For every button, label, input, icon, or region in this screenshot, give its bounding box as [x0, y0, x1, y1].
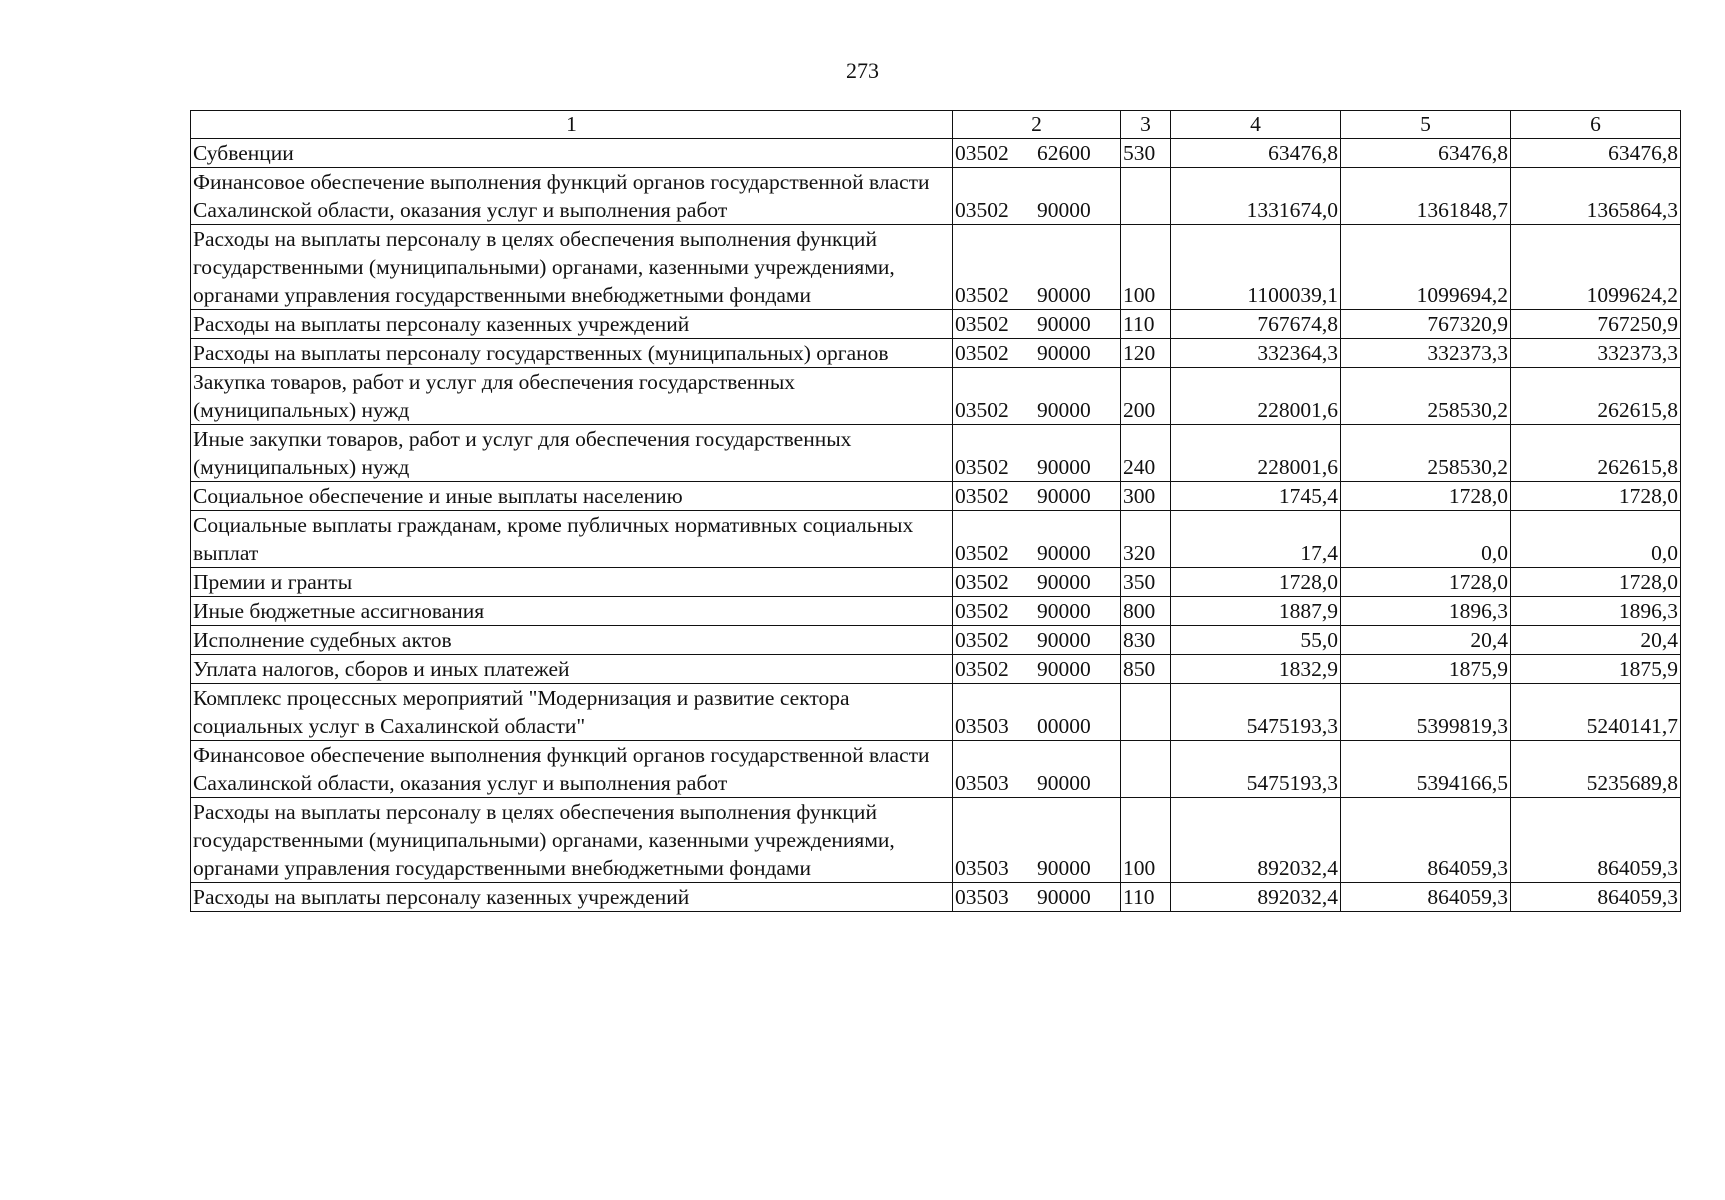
row-name: Закупка товаров, работ и услуг для обеспечения государственных (муниципальных) нужд [191, 368, 953, 425]
row-direction-code: 90000 [1037, 657, 1091, 681]
row-name: Расходы на выплаты персоналу казенных учреждений [191, 883, 953, 912]
row-amount-6: 0,0 [1511, 511, 1681, 568]
row-code [953, 168, 1121, 225]
row-expense-type: 100 [1121, 798, 1171, 883]
row-program-code: 03502 [955, 455, 1009, 479]
row-amount-5: 864059,3 [1341, 798, 1511, 883]
row-name: Финансовое обеспечение выполнения функций органов государственной власти Сахалинской области, оказания услуг и выполнения работ [191, 168, 953, 225]
row-amount-5: 20,4 [1341, 626, 1511, 655]
row-direction-code: 90000 [1037, 455, 1091, 479]
row-expense-type: 800 [1121, 597, 1171, 626]
row-amount-4: 228001,6 [1171, 368, 1341, 425]
row-amount-6: 1896,3 [1511, 597, 1681, 626]
row-direction-code: 90000 [1037, 283, 1091, 307]
row-expense-type: 830 [1121, 626, 1171, 655]
row-direction-code: 90000 [1037, 628, 1091, 652]
table-body [191, 139, 1681, 912]
row-amount-6: 63476,8 [1511, 139, 1681, 168]
row-program-code: 03503 [955, 856, 1009, 880]
header-col-6: 6 [1511, 111, 1681, 139]
row-name: Социальные выплаты гражданам, кроме публичных нормативных социальных выплат [191, 511, 953, 568]
row-program-code: 03502 [955, 657, 1009, 681]
row-amount-6: 1728,0 [1511, 568, 1681, 597]
row-code [953, 339, 1121, 368]
row-expense-type: 530 [1121, 139, 1171, 168]
row-code [953, 597, 1121, 626]
row-amount-5: 332373,3 [1341, 339, 1511, 368]
row-amount-5: 63476,8 [1341, 139, 1511, 168]
row-name: Субвенции [191, 139, 953, 168]
table-row [191, 168, 1681, 225]
row-code [953, 511, 1121, 568]
table-row [191, 597, 1681, 626]
row-code [953, 684, 1121, 741]
table-row [191, 225, 1681, 310]
row-amount-6: 767250,9 [1511, 310, 1681, 339]
row-name: Премии и гранты [191, 568, 953, 597]
row-amount-4: 5475193,3 [1171, 741, 1341, 798]
row-amount-4: 892032,4 [1171, 883, 1341, 912]
header-row [191, 111, 1681, 139]
row-name: Комплекс процессных мероприятий "Модернизация и развитие сектора социальных услуг в Сахалинской области" [191, 684, 953, 741]
row-name: Социальное обеспечение и иные выплаты населению [191, 482, 953, 511]
row-code [953, 741, 1121, 798]
row-program-code: 03502 [955, 141, 1009, 165]
budget-table [190, 110, 1681, 912]
row-direction-code: 90000 [1037, 599, 1091, 623]
row-amount-6: 864059,3 [1511, 883, 1681, 912]
row-amount-4: 17,4 [1171, 511, 1341, 568]
row-amount-6: 1365864,3 [1511, 168, 1681, 225]
row-expense-type: 120 [1121, 339, 1171, 368]
row-amount-5: 5394166,5 [1341, 741, 1511, 798]
row-code [953, 310, 1121, 339]
row-amount-6: 262615,8 [1511, 425, 1681, 482]
row-code [953, 626, 1121, 655]
row-code [953, 368, 1121, 425]
row-direction-code: 90000 [1037, 570, 1091, 594]
row-code [953, 883, 1121, 912]
row-amount-6: 1099624,2 [1511, 225, 1681, 310]
row-amount-6: 864059,3 [1511, 798, 1681, 883]
row-name: Иные бюджетные ассигнования [191, 597, 953, 626]
row-program-code: 03503 [955, 885, 1009, 909]
row-direction-code: 90000 [1037, 484, 1091, 508]
row-program-code: 03502 [955, 541, 1009, 565]
row-amount-4: 332364,3 [1171, 339, 1341, 368]
row-direction-code: 62600 [1037, 141, 1091, 165]
row-amount-6: 332373,3 [1511, 339, 1681, 368]
row-code [953, 655, 1121, 684]
row-expense-type [1121, 741, 1171, 798]
row-amount-4: 1728,0 [1171, 568, 1341, 597]
row-direction-code: 90000 [1037, 341, 1091, 365]
row-amount-5: 1728,0 [1341, 482, 1511, 511]
row-expense-type: 240 [1121, 425, 1171, 482]
row-direction-code: 90000 [1037, 771, 1091, 795]
row-amount-5: 1361848,7 [1341, 168, 1511, 225]
table-row [191, 883, 1681, 912]
row-code [953, 568, 1121, 597]
row-program-code: 03502 [955, 484, 1009, 508]
row-program-code: 03503 [955, 771, 1009, 795]
table-row [191, 741, 1681, 798]
row-expense-type: 320 [1121, 511, 1171, 568]
header-col-3: 3 [1121, 111, 1171, 139]
row-code [953, 225, 1121, 310]
row-direction-code: 00000 [1037, 714, 1091, 738]
table-row [191, 511, 1681, 568]
row-name: Расходы на выплаты персоналу в целях обеспечения выполнения функций государственными (муниципальными) органами, казенными учреждениями, органами управления государственными внебюджетными фондами [191, 225, 953, 310]
row-expense-type: 850 [1121, 655, 1171, 684]
row-amount-6: 5240141,7 [1511, 684, 1681, 741]
row-expense-type: 200 [1121, 368, 1171, 425]
row-code [953, 798, 1121, 883]
table-row [191, 139, 1681, 168]
row-amount-6: 1875,9 [1511, 655, 1681, 684]
table-row [191, 798, 1681, 883]
row-amount-5: 1896,3 [1341, 597, 1511, 626]
row-expense-type [1121, 684, 1171, 741]
row-code [953, 425, 1121, 482]
table-row [191, 425, 1681, 482]
row-amount-5: 1099694,2 [1341, 225, 1511, 310]
row-name: Уплата налогов, сборов и иных платежей [191, 655, 953, 684]
row-amount-5: 767320,9 [1341, 310, 1511, 339]
row-amount-5: 258530,2 [1341, 425, 1511, 482]
header-col-2: 2 [953, 111, 1121, 139]
table-row [191, 568, 1681, 597]
row-name: Исполнение судебных актов [191, 626, 953, 655]
row-amount-6: 20,4 [1511, 626, 1681, 655]
row-amount-5: 0,0 [1341, 511, 1511, 568]
row-program-code: 03502 [955, 283, 1009, 307]
row-amount-5: 258530,2 [1341, 368, 1511, 425]
row-name: Расходы на выплаты персоналу казенных учреждений [191, 310, 953, 339]
row-program-code: 03502 [955, 312, 1009, 336]
row-expense-type: 350 [1121, 568, 1171, 597]
row-direction-code: 90000 [1037, 541, 1091, 565]
row-amount-6: 1728,0 [1511, 482, 1681, 511]
row-amount-4: 228001,6 [1171, 425, 1341, 482]
row-program-code: 03502 [955, 398, 1009, 422]
row-program-code: 03502 [955, 599, 1009, 623]
row-name: Иные закупки товаров, работ и услуг для обеспечения государственных (муниципальных) нужд [191, 425, 953, 482]
table-row [191, 655, 1681, 684]
row-expense-type: 110 [1121, 883, 1171, 912]
row-program-code: 03502 [955, 198, 1009, 222]
header-col-4: 4 [1171, 111, 1341, 139]
page-number: 273 [846, 58, 879, 83]
row-amount-4: 1745,4 [1171, 482, 1341, 511]
table-row [191, 684, 1681, 741]
row-amount-4: 63476,8 [1171, 139, 1341, 168]
row-program-code: 03503 [955, 714, 1009, 738]
row-code [953, 139, 1121, 168]
table-row [191, 339, 1681, 368]
row-name: Расходы на выплаты персоналу государственных (муниципальных) органов [191, 339, 953, 368]
row-expense-type: 300 [1121, 482, 1171, 511]
row-amount-6: 5235689,8 [1511, 741, 1681, 798]
row-amount-4: 767674,8 [1171, 310, 1341, 339]
row-code [953, 482, 1121, 511]
table-row [191, 482, 1681, 511]
row-program-code: 03502 [955, 341, 1009, 365]
row-name: Расходы на выплаты персоналу в целях обеспечения выполнения функций государственными (муниципальными) органами, казенными учреждениями, органами управления государственными внебюджетными фондами [191, 798, 953, 883]
row-amount-5: 1728,0 [1341, 568, 1511, 597]
header-col-5: 5 [1341, 111, 1511, 139]
row-amount-5: 1875,9 [1341, 655, 1511, 684]
row-amount-4: 1887,9 [1171, 597, 1341, 626]
row-amount-4: 1100039,1 [1171, 225, 1341, 310]
row-direction-code: 90000 [1037, 398, 1091, 422]
row-expense-type: 100 [1121, 225, 1171, 310]
table-row [191, 310, 1681, 339]
row-amount-5: 5399819,3 [1341, 684, 1511, 741]
row-direction-code: 90000 [1037, 198, 1091, 222]
row-amount-4: 55,0 [1171, 626, 1341, 655]
row-amount-4: 5475193,3 [1171, 684, 1341, 741]
row-expense-type: 110 [1121, 310, 1171, 339]
row-amount-4: 1832,9 [1171, 655, 1341, 684]
row-amount-6: 262615,8 [1511, 368, 1681, 425]
table-row [191, 626, 1681, 655]
row-amount-5: 864059,3 [1341, 883, 1511, 912]
table-row [191, 368, 1681, 425]
row-direction-code: 90000 [1037, 885, 1091, 909]
row-name: Финансовое обеспечение выполнения функций органов государственной власти Сахалинской области, оказания услуг и выполнения работ [191, 741, 953, 798]
row-program-code: 03502 [955, 628, 1009, 652]
row-amount-4: 892032,4 [1171, 798, 1341, 883]
row-direction-code: 90000 [1037, 312, 1091, 336]
row-direction-code: 90000 [1037, 856, 1091, 880]
row-amount-4: 1331674,0 [1171, 168, 1341, 225]
row-expense-type [1121, 168, 1171, 225]
header-col-1: 1 [191, 111, 953, 139]
row-program-code: 03502 [955, 570, 1009, 594]
